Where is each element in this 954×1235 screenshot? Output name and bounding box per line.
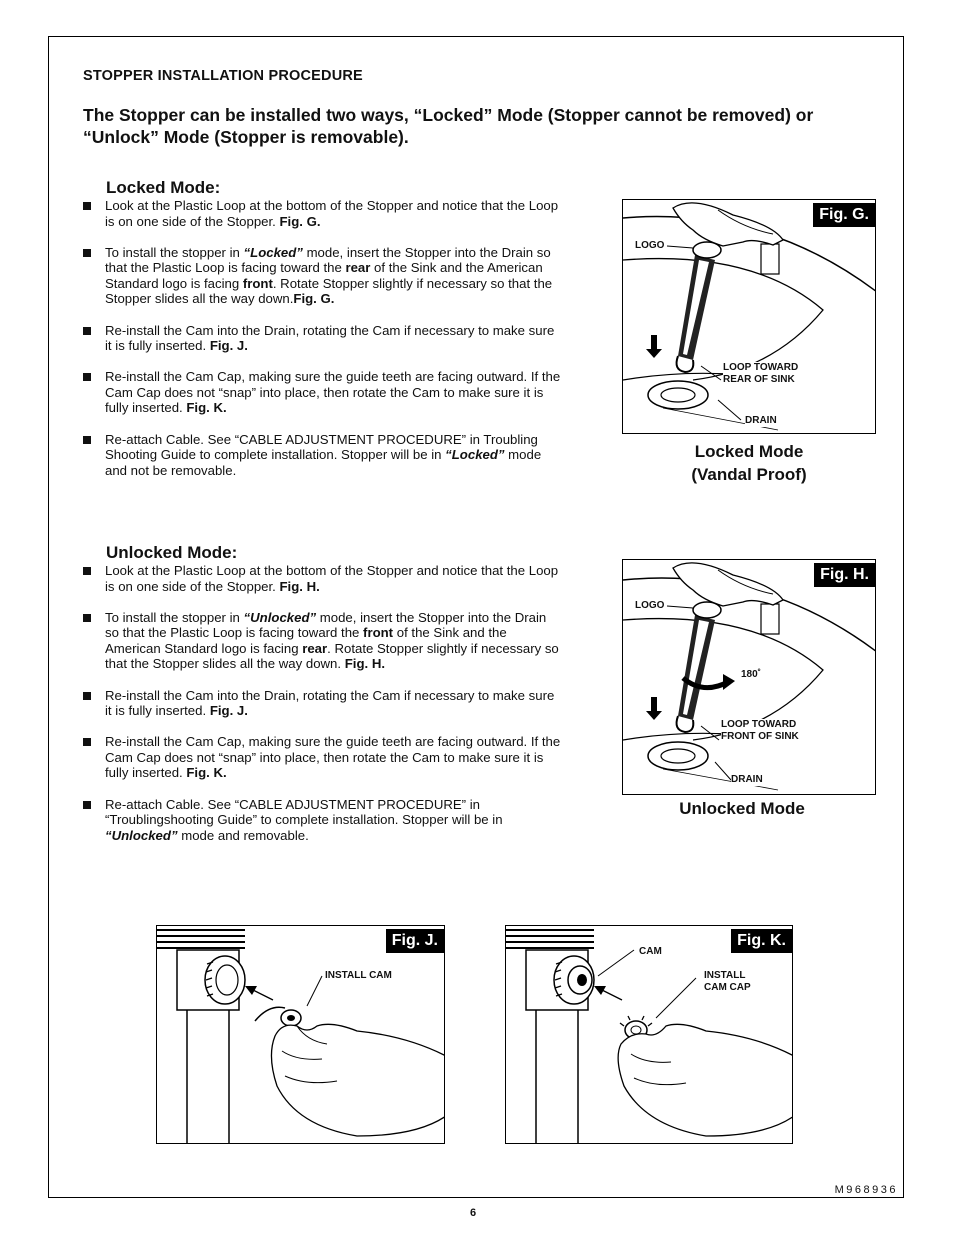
fig-g-logo-label: LOGO	[635, 240, 665, 251]
fig-j-install-cam-label: INSTALL CAM	[325, 970, 392, 981]
fig-h-illustration	[622, 559, 876, 795]
unlocked-mode-title: Unlocked Mode:	[106, 543, 238, 562]
fig-k-install-label-2: CAM CAP	[704, 982, 751, 993]
fig-k-illustration	[505, 925, 793, 1144]
step-item: Re-attach Cable. See “CABLE ADJUSTMENT PROCEDURE” in Troubling Shooting Guide to complete installation. Stopper will be in “Locked” mode and not be removable.	[83, 432, 561, 479]
step-item: To install the stopper in “Unlocked” mode, insert the Stopper into the Drain so that the Plastic Loop is facing toward the front of the Sink and the American Standard logo is facing rear. Rotate Stopper slightly if necessary so that the Stopper slides all the way down. Fig. H.	[83, 610, 561, 672]
fig-g-tag: Fig. G.	[813, 203, 875, 227]
fig-g-caption	[622, 440, 876, 486]
fig-k-cam-label: CAM	[639, 946, 662, 957]
step-item: Re-install the Cam into the Drain, rotating the Cam if necessary to make sure it is fully inserted. Fig. J.	[83, 323, 561, 354]
fig-g-caption-line-2: (Vandal Proof)	[691, 465, 807, 484]
step-item: Look at the Plastic Loop at the bottom of the Stopper and notice that the Loop is on one side of the Stopper. Fig. G.	[83, 198, 561, 229]
fig-h-tag: Fig. H.	[814, 563, 875, 587]
fig-h-drain-label: DRAIN	[731, 774, 763, 785]
fig-j-tag: Fig. J.	[386, 929, 444, 953]
locked-stopper-illustration	[623, 200, 876, 434]
fig-g-loop-label-1: LOOP TOWARD	[723, 362, 799, 373]
page-number: 6	[470, 1207, 477, 1219]
fig-g-drain-label: DRAIN	[745, 415, 777, 426]
fig-h-logo-label: LOGO	[635, 600, 665, 611]
fig-k-install-label-1: INSTALL	[704, 970, 746, 981]
fig-j-illustration	[156, 925, 445, 1144]
fig-h-loop-label-2: FRONT OF SINK	[721, 731, 799, 742]
intro-text: The Stopper can be installed two ways, “Locked” Mode (Stopper cannot be removed) or “Unlock” Mode (Stopper is removable).	[83, 105, 814, 147]
fig-g-loop-label-2: REAR OF SINK	[723, 374, 795, 385]
fig-h-caption: Unlocked Mode	[679, 799, 805, 818]
install-cam-cap-illustration	[506, 926, 793, 1144]
fig-h-loop-label-1: LOOP TOWARD	[721, 719, 797, 730]
fig-k-tag: Fig. K.	[731, 929, 792, 953]
step-item: Re-attach Cable. See “CABLE ADJUSTMENT PROCEDURE” in “Troublingshooting Guide” to complete installation. Stopper will be in “Unlocked” mode and removable.	[83, 797, 561, 844]
step-item: To install the stopper in “Locked” mode, insert the Stopper into the Drain so that the Plastic Loop is facing toward the rear of the Sink and the American Standard logo is facing front. Rotate Stopper slightly if necessary so that the Stopper slides all the way down.Fig. G.	[83, 245, 561, 307]
step-item: Re-install the Cam Cap, making sure the guide teeth are facing outward. If the Cam Cap does not “snap” into place, then rotate the Cam to make sure it is fully inserted. Fig. K.	[83, 369, 561, 416]
document-code: M968936	[834, 1184, 898, 1196]
step-item: Look at the Plastic Loop at the bottom of the Stopper and notice that the Loop is on one side of the Stopper. Fig. H.	[83, 563, 561, 594]
step-item: Re-install the Cam into the Drain, rotating the Cam if necessary to make sure it is fully inserted. Fig. J.	[83, 688, 561, 719]
locked-mode-title: Locked Mode:	[106, 178, 221, 197]
locked-steps-list	[83, 198, 561, 494]
section-title: STOPPER INSTALLATION PROCEDURE	[83, 68, 363, 84]
fig-h-rotation-label: 180˚	[741, 669, 762, 680]
install-cam-illustration	[157, 926, 445, 1144]
step-item: Re-install the Cam Cap, making sure the guide teeth are facing outward. If the Cam Cap does not “snap” into place, then rotate the Cam to make sure it is fully inserted. Fig. K.	[83, 734, 561, 781]
fig-g-caption-line-1: Locked Mode	[694, 442, 804, 461]
fig-g-illustration	[622, 199, 876, 434]
unlocked-steps-list	[83, 563, 561, 859]
